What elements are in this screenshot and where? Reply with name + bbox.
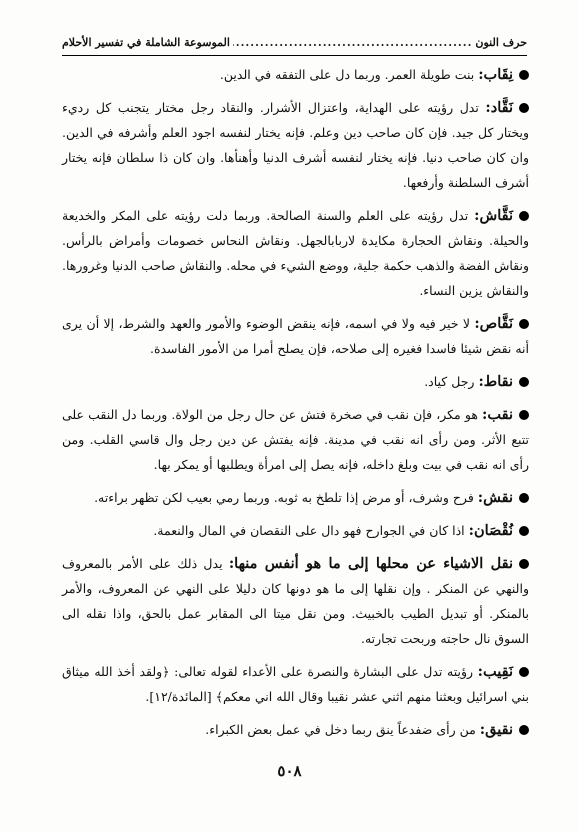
entry-term: نُقْصَان: xyxy=(468,522,513,539)
entry xyxy=(62,518,529,543)
bullet-icon xyxy=(519,493,529,503)
bullet-icon xyxy=(519,319,529,329)
bullet-icon xyxy=(519,410,529,420)
entry-text: رؤيته تدل على البشارة والنصرة على الأعداء لقوله تعالى: ﴿ولقد أخذ الله ميثاق بني اسرائيل وبعثنا منهم اثني عشر نقيبا وقال الله اني معكم﴾ [المائدة/١٢]. xyxy=(62,664,529,704)
bullet-icon xyxy=(519,559,529,569)
entry-term: نَقَّاص: xyxy=(474,315,513,332)
entry-text: يدل ذلك على الأمر بالمعروف والنهي عن المنكر . وإن نقلها إلى ما هو دونها كان دليلا على النهي عن المعروف، والأمر بالمنكر. أو تبديل الطيب بالخبيث. ومن نقل ميتا الى المقابر عمل بالحق، واذا نقله الى السوق نال حاجته وربحت تجارته. xyxy=(62,556,529,646)
entry-term: نَقَّاش: xyxy=(474,207,513,224)
header-dot-leader xyxy=(233,36,473,49)
entry xyxy=(62,62,529,87)
running-header xyxy=(62,36,527,49)
entry-text: لا خير فيه ولا في اسمه، فإنه ينقض الوضوء والأمور والعهد والشرط، إلا أن يرى أنه نقض شيئا فاسدا فغيره إلى صلاحه، فإن يصلح أمرا من الأمور الفاسدة. xyxy=(62,316,529,356)
entry xyxy=(62,717,529,742)
entry-text: رجل كياد. xyxy=(424,374,479,389)
entry-term: نَقَّاد: xyxy=(485,99,513,116)
header-section: حرف النون xyxy=(475,36,527,49)
entry-term: نقش: xyxy=(477,489,513,506)
entry-term: نقب: xyxy=(482,406,513,423)
entry xyxy=(62,203,529,303)
entry-text: تدل رؤيته على العلم والسنة الصالحة. وربما دلت رؤيته على المكر والخديعة والحيلة. ونقاش الحجارة مكايدة لاربابالجهل. ونقاش النحاس خصومات وأمراض بالرأس. ونقاش الفضة والذهب حكمة جلية، ووضع الشيء في محله. والنقاش صاحب الدنيا وغرورها. والنقاش يزين النساء. xyxy=(62,208,529,298)
entry-text: بنت طويلة العمر. وربما دل على التفقه في الدين. xyxy=(219,67,479,82)
entry-term: نَقِيب: xyxy=(477,663,513,680)
bullet-icon xyxy=(519,70,529,80)
entry-text: فرح وشرف، أو مرض إذا تلطخ به ثوبه. وربما رمي بعيب لكن تظهر براءته. xyxy=(94,490,478,505)
entry xyxy=(62,485,529,510)
entry-term: نقل الاشياء عن محلها إلى ما هو أنفس منها: xyxy=(228,555,513,572)
entry xyxy=(62,551,529,651)
bullet-icon xyxy=(519,377,529,387)
entry xyxy=(62,402,529,477)
entry-term: نقاط: xyxy=(478,373,513,390)
entries-list xyxy=(62,62,529,750)
bullet-icon xyxy=(519,526,529,536)
header-rule xyxy=(62,55,527,56)
bullet-icon xyxy=(519,725,529,735)
bullet-icon xyxy=(519,667,529,677)
entry xyxy=(62,95,529,195)
entry-term: نقيق: xyxy=(479,721,513,738)
entry-term: نِقَاب: xyxy=(478,66,513,83)
entry-text: تدل رؤيته على الهداية، واعتزال الأشرار. والنقاد رجل مختار يتجنب كل رديء ويختار كل جيد. فإن كان صاحب دين وعلم. فإنه يختار لنفسه اجود العلم وأشرفه في الدين. وان كان صاحب دنيا. فإنه يختار لنفسه أشرف الدنيا وأهنأها. وان كان ذا سلطان فإنه يختار أشرف السلطنة وأرفعها. xyxy=(62,100,529,190)
header-book-title: الموسوعة الشاملة في تفسير الأحلام xyxy=(62,36,230,49)
entry xyxy=(62,311,529,361)
page-number: ٥٠٨ xyxy=(277,762,302,780)
bullet-icon xyxy=(519,211,529,221)
bullet-icon xyxy=(519,103,529,113)
entry-text: هو مكر، فإن نقب في صخرة فتش عن حال رجل من الولاة. وربما دل النقب على تتبع الأثر. ومن رأى انه نقب في مدينة. فإنه يفتش عن دين رجل وال قاسي القلب. ومن رأى انه نقب في بيت وبلغ داخله، فإنه يصل إلى امرأة ويطلبها أو يمكر بها. xyxy=(62,407,529,472)
entry xyxy=(62,369,529,394)
entry xyxy=(62,659,529,709)
entry-text: من رأى ضفدعاً ينق ربما دخل في عمل بعض الكبراء. xyxy=(205,722,480,737)
entry-text: اذا كان في الجوارح فهو دال على النقصان في المال والنعمة. xyxy=(153,523,469,538)
